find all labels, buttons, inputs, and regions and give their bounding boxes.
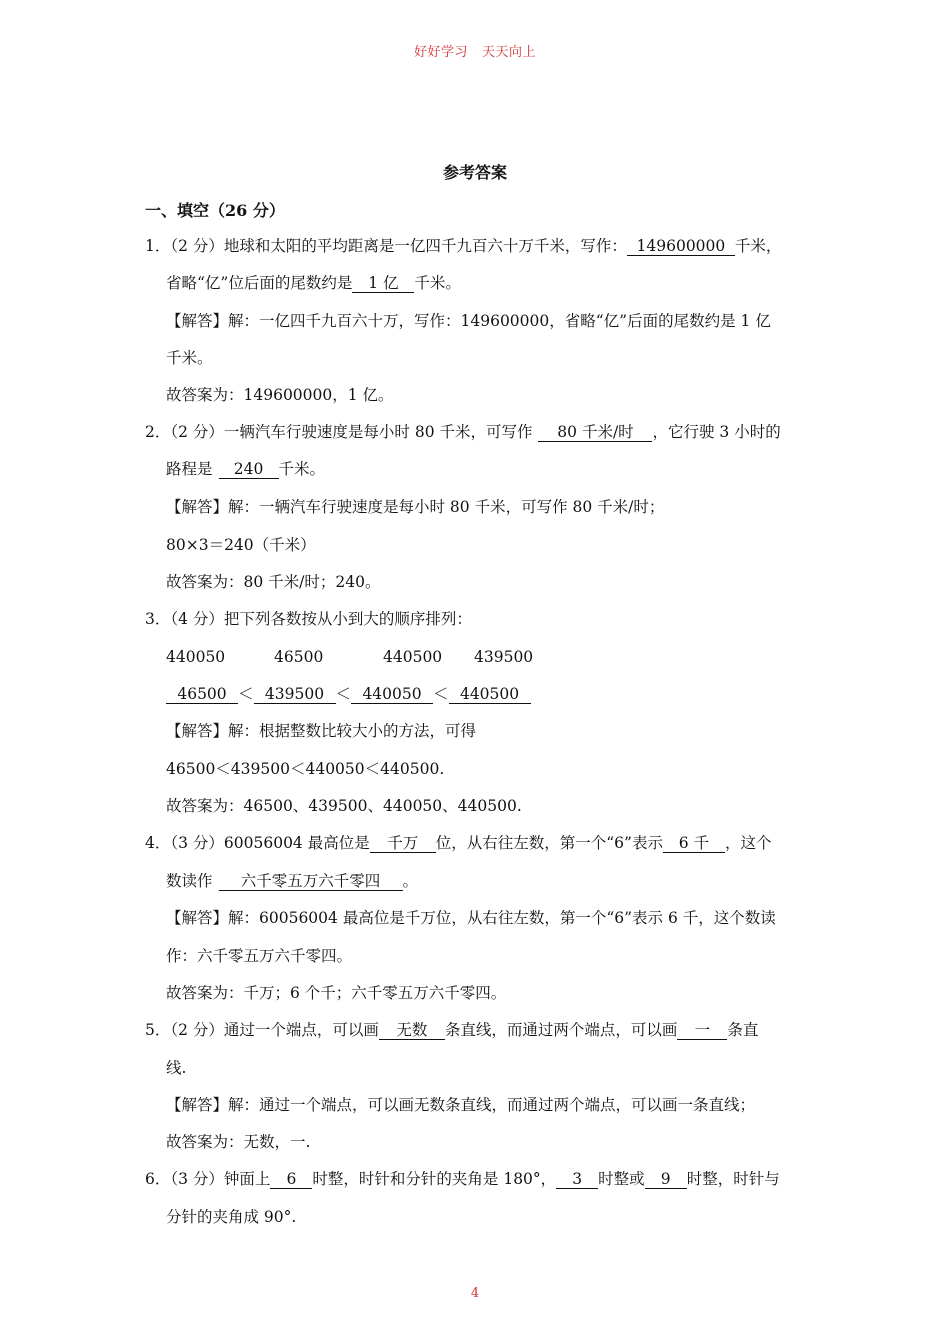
q5-line1: 5．（2 分）通过一个端点，可以画 无数 条直线，而通过两个端点，可以画 一 条直 [145,1021,759,1039]
q1-blank1: 149600000 [627,237,735,256]
q2-line2: 路程是 240 千米。 [166,460,326,478]
q3-blank2: 439500 [254,685,336,704]
q2-solution1: 【解答】解：一辆汽车行驶速度是每小时 80 千米，可写作 80 千米/时； [166,498,665,516]
q6-line2: 分针的夹角成 90°. [166,1208,297,1226]
q4-blank1: 千万 [370,834,436,853]
q1-line2: 省略“亿”位后面的尾数约是 1 亿 千米。 [166,274,461,292]
header-right-text: 天天向上 [482,45,537,60]
q6-line1: 6．（3 分）钟面上 6 时整，时针和分针的夹角是 180°， 3 时整或 9 时整，时针与 [145,1170,780,1188]
q1-solution2: 千米。 [166,349,213,367]
q2-blank1: 80 千米/时 [538,423,652,442]
q3-solution2: 46500＜439500＜440050＜440500. [166,760,445,778]
q5-solution1: 【解答】解：通过一个端点，可以画无数条直线，而通过两个端点，可以画一条直线； [166,1096,756,1114]
q2-blank2: 240 [219,460,279,479]
q4-blank3: 六千零五万六千零四 [219,872,403,891]
q6-blank3: 9 [645,1170,687,1189]
q4-answer: 故答案为：千万；6 个千；六千零五万六千零四。 [166,984,507,1002]
q3-blank4: 440500 [449,685,531,704]
q1-answer: 故答案为：149600000，1 亿。 [166,386,394,404]
q1-blank2: 1 亿 [352,274,414,293]
q3-answer: 故答案为：46500、439500、440050、440500. [166,797,522,815]
q4-solution2: 作：六千零五万六千零四。 [166,947,353,965]
q3-numbers: 440050 46500 440500 439500 [166,648,534,666]
q1-line1: 1．（2 分）地球和太阳的平均距离是一亿四千九百六十万千米，写作： 149600000 千米， [145,237,782,255]
q5-blank1: 无数 [379,1021,445,1040]
page-header [0,41,950,60]
q3-order-line: 46500 ＜ 439500 ＜ 440050 ＜ 440500 [166,684,531,704]
section-heading: 一、填空（26 分） [145,201,285,220]
q4-line2: 数读作 六千零五万六千零四 。 [166,872,419,890]
q6-blank2: 3 [556,1170,598,1189]
q4-blank2: 6 千 [663,834,725,853]
q4-solution1: 【解答】解：60056004 最高位是千万位，从右往左数，第一个“6”表示 6 千，这个数读 [166,909,776,927]
q1-solution1: 【解答】解：一亿四千九百六十万，写作：149600000，省略“亿”后面的尾数约是 1 亿 [166,312,771,330]
q2-line1: 2．（2 分）一辆汽车行驶速度是每小时 80 千米，可写作 80 千米/时 ，它行驶 3 小时的 [145,423,781,441]
q3-solution1: 【解答】解：根据整数比较大小的方法，可得 [166,722,477,740]
q2-answer: 故答案为：80 千米/时；240。 [166,573,381,591]
q2-solution2: 80×3＝240（千米） [166,536,316,554]
page-title: 参考答案 [442,163,507,182]
q5-line2: 线. [166,1059,187,1077]
q3-blank3: 440050 [351,685,433,704]
q5-answer: 故答案为：无数，一. [166,1133,311,1151]
q3-line1: 3．（4 分）把下列各数按从小到大的顺序排列： [145,610,472,628]
header-left-text: 好好学习 [413,45,468,60]
q4-line1: 4．（3 分）60056004 最高位是 千万 位，从右往左数，第一个“6”表示 6 千 ，这个 [145,834,772,852]
q3-blank1: 46500 [166,685,238,704]
page-number: 4 [470,1286,480,1301]
q5-blank2: 一 [677,1021,727,1040]
q6-blank1: 6 [270,1170,312,1189]
